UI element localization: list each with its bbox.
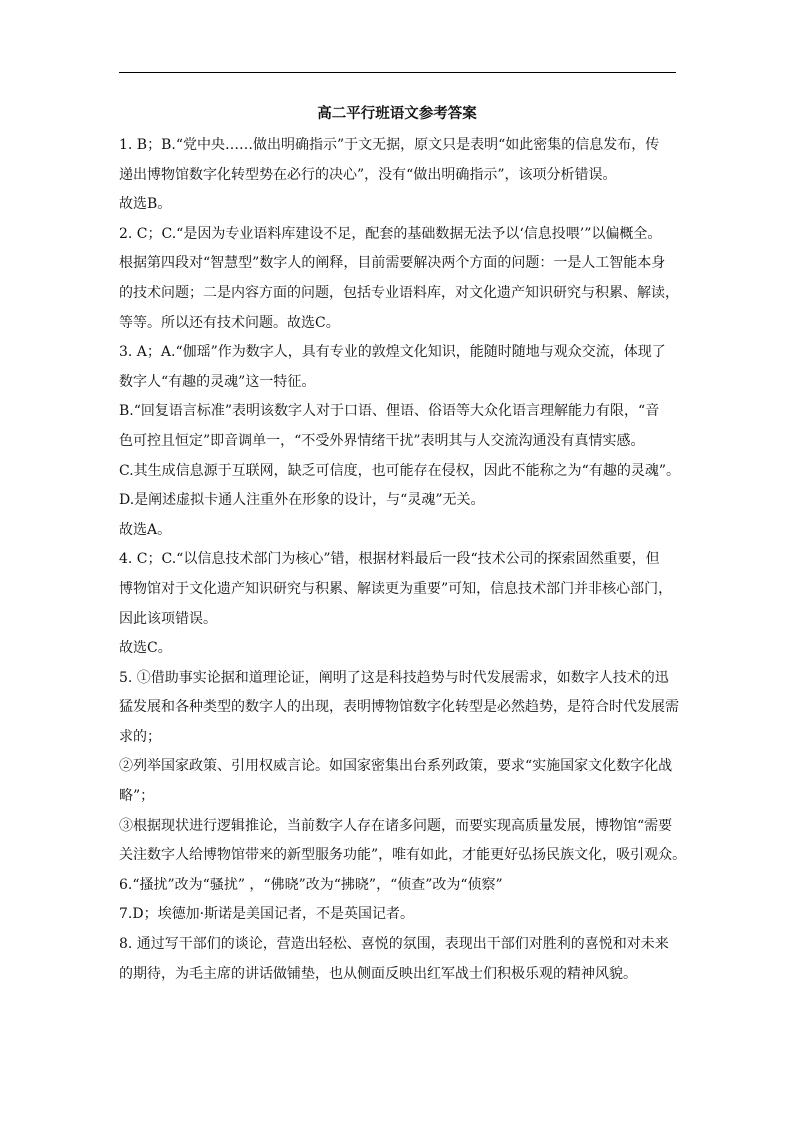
text-line: 等等。所以还有技术问题。故选C。 xyxy=(119,314,340,331)
text-line: 8. 通过写干部们的谈论，营造出轻松、喜悦的氛围，表现出干部们对胜利的喜悦和对未来 xyxy=(119,936,669,953)
answer-body xyxy=(119,131,687,989)
text-line: 略”； xyxy=(119,788,155,805)
text-line: ③根据现状进行逻辑推论，当前数字人存在诸多问题，而要实现高质量发展，博物馆“需要 xyxy=(119,817,673,834)
text-line: D.是阐述虚拟卡通人注重外在形象的设计，与“灵魂”无关。 xyxy=(119,492,485,509)
text-line: 故选B。 xyxy=(119,196,172,213)
text-line: 博物馆对于文化遗产知识研究与积累、解读更为重要”可知，信息技术部门并非核心部门， xyxy=(119,580,673,597)
header-rule xyxy=(119,72,676,73)
page-title: 高二平行班语文参考答案 xyxy=(317,105,477,122)
text-line: 6.“搔扰”改为“骚扰” ，“佛晓”改为“拂晓”，“侦查”改为“侦察” xyxy=(119,876,503,893)
text-line: 色可控且恒定”即音调单一，“不受外界情绪干扰”表明其与人交流沟通没有真情实感。 xyxy=(119,432,645,449)
text-line: 求的； xyxy=(119,728,161,745)
text-line: 故选C。 xyxy=(119,640,172,657)
text-line: ②列举国家政策、引用权威言论。如国家密集出台系列政策，要求“实施国家文化数字化战 xyxy=(119,758,673,775)
text-line: 5. ①借助事实论据和道理论证，阐明了这是科技趋势与时代发展需求，如数字人技术的迅 xyxy=(119,669,669,686)
text-line: 因此该项错误。 xyxy=(119,610,217,627)
text-line: C.其生成信息源于互联网，缺乏可信度，也可能存在侵权，因此不能称之为“有趣的灵魂”。 xyxy=(119,462,680,479)
text-line: 3. A；A.“伽瑶”作为数字人，具有专业的敦煌文化知识，能随时随地与观众交流，体现了 xyxy=(119,344,666,361)
text-line: 数字人“有趣的灵魂”这一特征。 xyxy=(119,373,316,390)
text-line: 1. B；B.“党中央……做出明确指示”于文无据，原文只是表明“如此密集的信息发布，传 xyxy=(119,137,660,153)
text-line: 根据第四段对“智慧型”数字人的阐释，目前需要解决两个方面的问题：一是人工智能本身 xyxy=(119,255,666,272)
text-line: 递出博物馆数字化转型势在必行的决心”，没有“做出明确指示”，该项分析错误。 xyxy=(119,166,617,183)
text-line: 2. C；C.“是因为专业语料库建设不足，配套的基础数据无法予以‘信息投喂’”以偏概全。 xyxy=(119,225,662,242)
text-line: 关注数字人给博物馆带来的新型服务功能”，唯有如此，才能更好弘扬民族文化，吸引观众。 xyxy=(119,847,687,864)
text-line: 的技术问题；二是内容方面的问题，包括专业语料库，对文化遗产知识研究与积累、解读， xyxy=(119,284,679,301)
text-line: B.“回复语言标准”表明该数字人对于口语、俚语、俗语等大众化语言理解能力有限，“音 xyxy=(119,403,660,420)
text-line: 故选A。 xyxy=(119,521,172,538)
text-line: 的期待，为毛主席的讲话做铺垫，也从侧面反映出红军战士们积极乐观的精神风貌。 xyxy=(119,965,637,982)
text-line: 猛发展和各种类型的数字人的出现，表明博物馆数字化转型是必然趋势，是符合时代发展需 xyxy=(119,699,679,716)
text-line: 4. C；C.“以信息技术部门为核心”错，根据材料最后一段“技术公司的探索固然重要，但 xyxy=(119,551,660,568)
text-line: 7.D；埃德加·斯诺是美国记者，不是英国记者。 xyxy=(119,906,415,923)
